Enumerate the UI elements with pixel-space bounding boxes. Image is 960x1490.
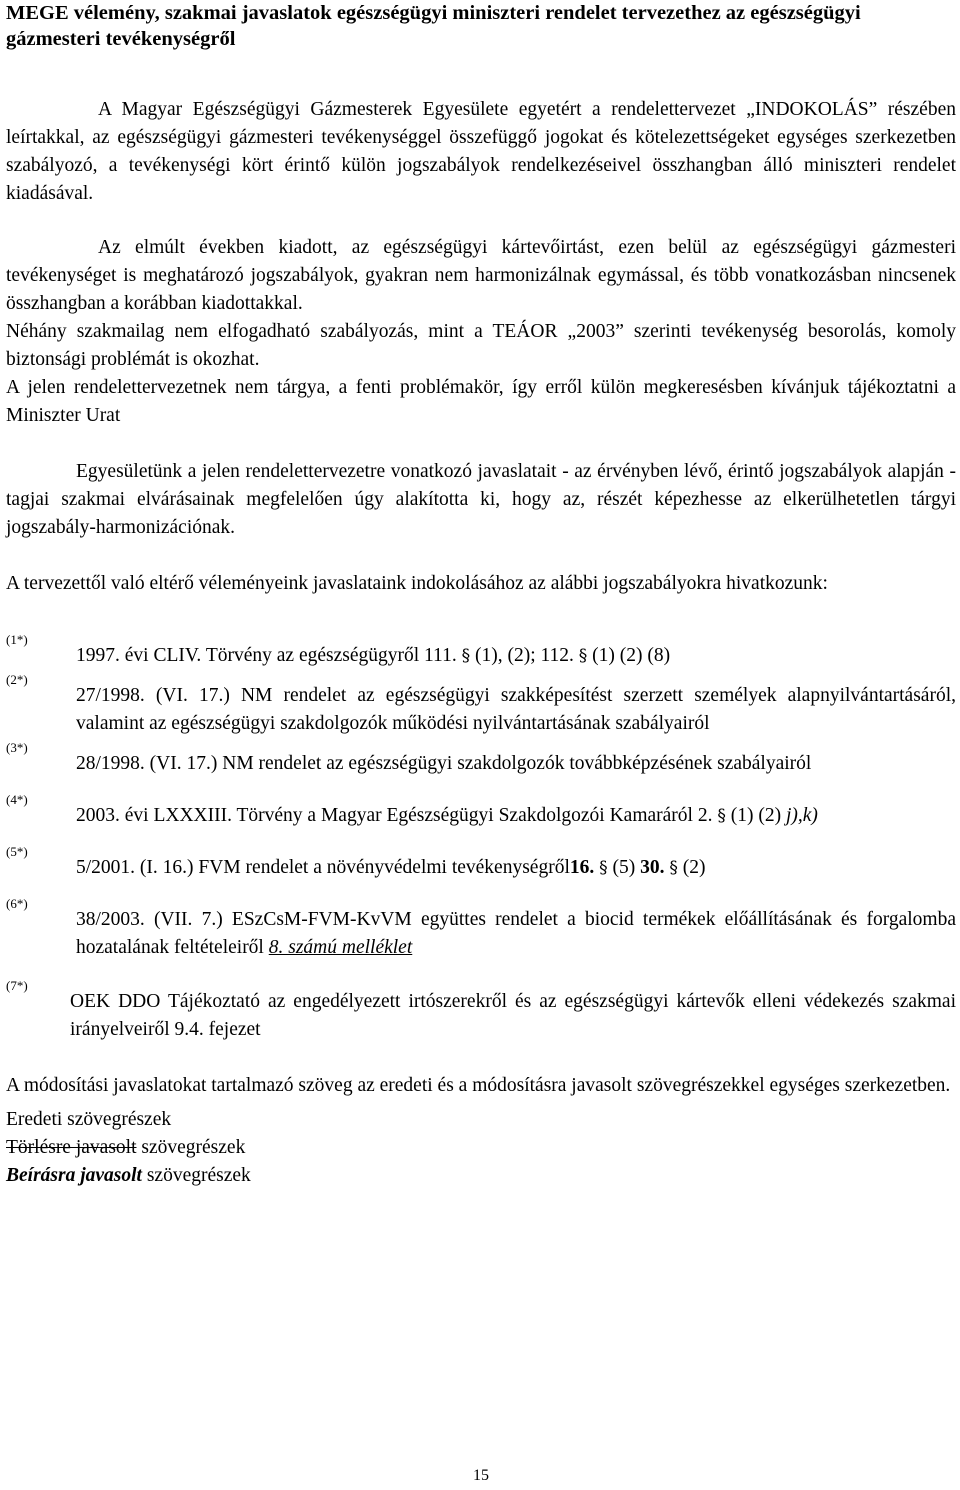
reference-number: (6*): [6, 896, 28, 911]
reference-item-1: (1*) 1997. évi CLIV. Törvény az egészségügyről 111. § (1), (2); 112. § (1) (2) (8): [6, 632, 671, 666]
reference-item-3: (3*) 28/1998. (VI. 17.) NM rendelet az egészségügyi szakdolgozók továbbképzésének szabályairól: [6, 740, 812, 774]
legend-original: Eredeti szövegrészek: [6, 1109, 172, 1130]
document-page: [6, 0, 956, 1490]
reference-item-6: (6*) 38/2003. (VII. 7.) ESzCsM-FVM-KvVM együttes rendelet a biocid termékek előállításának és forgalomba hozatalának feltételeiről 8. számú melléklet: [6, 896, 956, 958]
reference-item-7: (7*) OEK DDO Tájékoztató az engedélyezett irtószerekről és az egészségügyi kártevők elleni védekezés szakmai irányelveiről 9.4. fejezet: [6, 978, 956, 1040]
paragraph-teaor: Néhány szakmailag nem elfogadható szabályozás, mint a TEÁOR „2003” szerinti tevékenység besorolás, komoly biztonsági problémát is okozhat.: [6, 321, 956, 370]
section-sign: §: [717, 806, 726, 826]
reference-list: [6, 632, 956, 1044]
paragraph-regulations: Az elmúlt években kiadott, az egészségügyi kártevőirtást, ezen belül az egészségügyi gázmesteri tevékenységet is meghatározó jogszabályok, gyakran nem harmonizálnak egymással, és több vonatkozásban nincsenek összhangban a korábban kiadottakkal.: [6, 237, 956, 314]
reference-number: (2*): [6, 672, 28, 687]
reference-number: (1*): [6, 632, 28, 647]
section-sign: §: [578, 646, 588, 666]
section-sign: §: [461, 646, 471, 666]
reference-number: (5*): [6, 844, 28, 859]
reference-number: (7*): [6, 978, 28, 993]
legend-delete-sample: Törlésre javasolt: [6, 1137, 137, 1158]
paragraph-modifications: A módosítási javaslatokat tartalmazó szöveg az eredeti és a módosításra javasolt szövegrészekkel egységes szerkezetben.: [6, 1075, 951, 1096]
page-number: 15: [473, 1467, 489, 1484]
legend-delete: Törlésre javasolt szövegrészek: [6, 1137, 246, 1158]
document-title: MEGE vélemény, szakmai javaslatok egészségügyi miniszteri rendelet tervezethez az egészségügyi gázmesteri tevékenységről: [6, 2, 861, 50]
paragraph-agreement: A Magyar Egészségügyi Gázmesterek Egyesülete egyetért a rendelettervezet „INDOKOLÁS” részében leírtakkal, az egészségügyi gázmesteri tevékenységgel összefüggő jogokat és kötelezettségeket egységes szerkezetben szabályozó, a tevékenységi kört érintő külön jogszabályok rendelkezéseivel összhangban álló miniszteri rendelet kiadásával.: [6, 99, 956, 204]
paragraph-proposals: Egyesületünk a jelen rendelettervezetre vonatkozó javaslatait - az érvényben lévő, érintő jogszabályok alapján - tagjai szakmai elvárásainak megfelelően úgy alakította ki, hogy az, részét képezhesse az elkerülhetetlen tárgyi jogszabály-harmonizációnak.: [6, 461, 956, 538]
reference-item-2: (2*) 27/1998. (VI. 17.) NM rendelet az egészségügyi szakképesítést szerzett személyek alapnyilvántartásáról, valamint az egészségügyi szakdolgozók működési nyilvántartásának szabályairól: [6, 672, 956, 734]
reference-item-4: (4*) 2003. évi LXXXIII. Törvény a Magyar Egészségügyi Szakdolgozói Kamaráról 2. § (1) (2) j),k): [6, 792, 818, 826]
reference-item-5: (5*) 5/2001. (I. 16.) FVM rendelet a növényvédelmi tevékenységről16. § (5) 30. § (2): [6, 844, 706, 878]
reference-number: (3*): [6, 740, 28, 755]
legend-insert-sample: Beírásra javasolt: [6, 1165, 142, 1186]
reference-number: (4*): [6, 792, 28, 807]
section-sign: §: [599, 858, 608, 878]
legend-insert: Beírásra javasolt szövegrészek: [6, 1165, 251, 1186]
paragraph-references-intro: A tervezettől való eltérő véleményeink javaslataink indokolásához az alábbi jogszabályokra hivatkozunk:: [6, 573, 828, 594]
section-sign: §: [669, 858, 678, 878]
annex-link-text: 8. számú melléklet: [268, 937, 413, 958]
paragraph-scope: A jelen rendelettervezetnek nem tárgya, a fenti problémakör, így erről külön megkeresésben kívánjuk tájékoztatni a Miniszter Urat: [6, 377, 956, 426]
